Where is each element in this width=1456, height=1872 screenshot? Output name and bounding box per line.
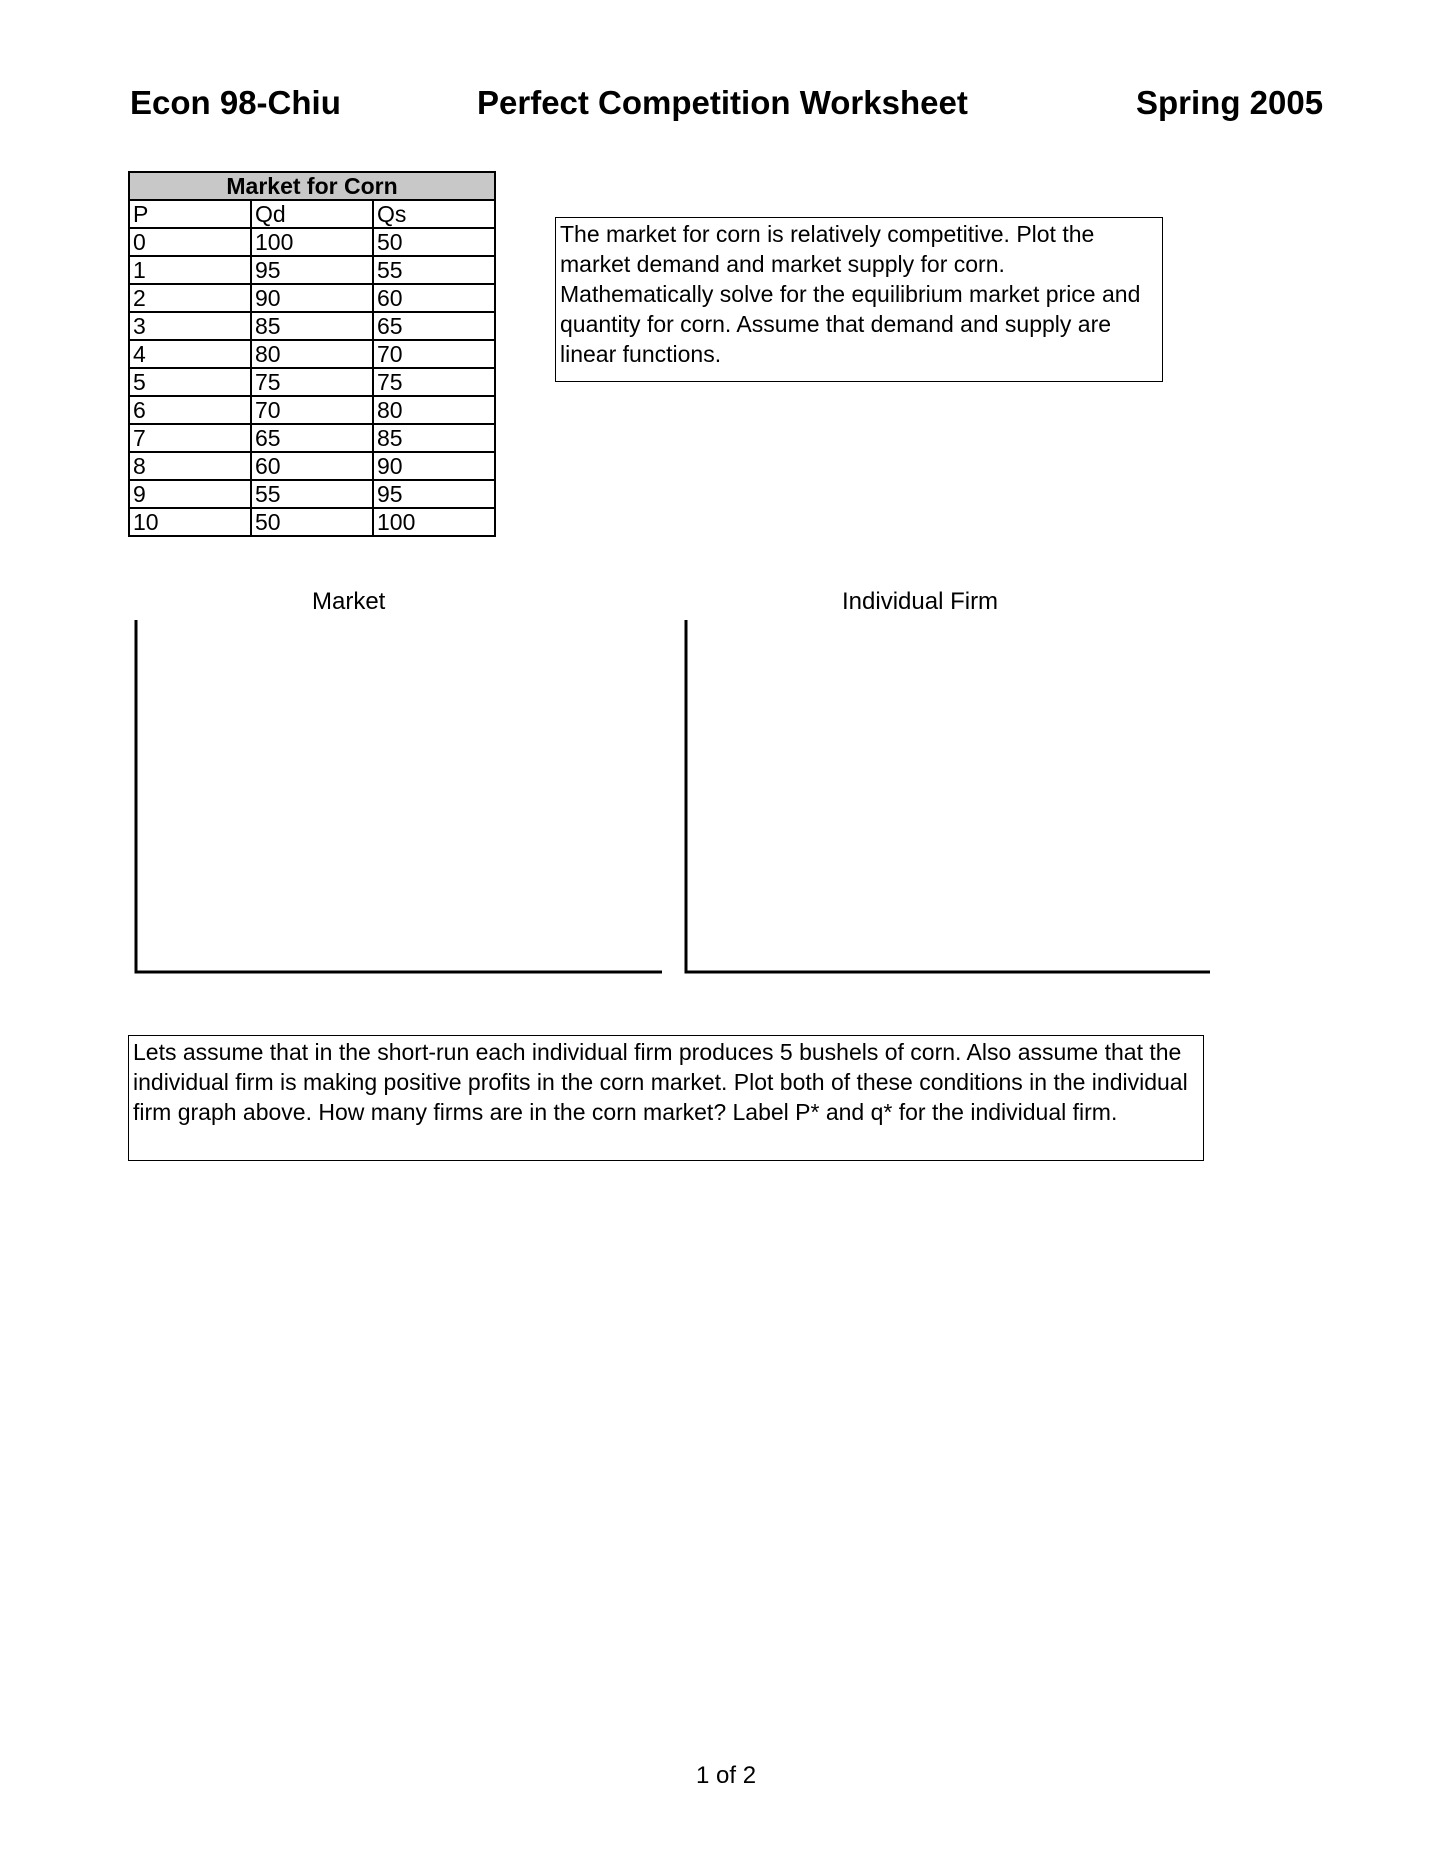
- column-header-qd: Qd: [251, 200, 373, 228]
- header-title: Perfect Competition Worksheet: [477, 84, 968, 121]
- firm-graph-label: Individual Firm: [842, 588, 999, 615]
- table-row: [129, 340, 495, 368]
- table-cell-p: 10: [129, 508, 251, 536]
- table-cell-qs: 65: [373, 312, 495, 340]
- instructions-box-market: The market for corn is relatively competitive. Plot the market demand and market supply for corn. Mathematically solve for the equilibrium market price and quantity for corn. Assume that demand and supply are linear functions.: [555, 217, 1163, 382]
- column-header-p: P: [129, 200, 251, 228]
- table-row: [129, 312, 495, 340]
- market-for-corn-table: [128, 171, 496, 537]
- table-cell-qs: 75: [373, 368, 495, 396]
- table-header-row: [129, 200, 495, 228]
- table-row: [129, 368, 495, 396]
- table-cell-qd: 55: [251, 480, 373, 508]
- market-graph-label: Market: [312, 588, 386, 615]
- table-cell-p: 6: [129, 396, 251, 424]
- column-header-qs: Qs: [373, 200, 495, 228]
- table-title: Market for Corn: [129, 172, 495, 200]
- table-cell-qs: 80: [373, 396, 495, 424]
- table-cell-qs: 70: [373, 340, 495, 368]
- table-cell-qd: 85: [251, 312, 373, 340]
- table-cell-qd: 100: [251, 228, 373, 256]
- table-cell-qs: 55: [373, 256, 495, 284]
- table-cell-p: 0: [129, 228, 251, 256]
- table-cell-p: 4: [129, 340, 251, 368]
- table-cell-qs: 60: [373, 284, 495, 312]
- table-cell-qs: 100: [373, 508, 495, 536]
- table-cell-qd: 60: [251, 452, 373, 480]
- table-cell-qd: 50: [251, 508, 373, 536]
- table-cell-p: 3: [129, 312, 251, 340]
- table-cell-qd: 75: [251, 368, 373, 396]
- table-row: [129, 424, 495, 452]
- table-cell-qd: 95: [251, 256, 373, 284]
- table-cell-p: 7: [129, 424, 251, 452]
- table-cell-qs: 50: [373, 228, 495, 256]
- table-cell-qs: 95: [373, 480, 495, 508]
- table-row: [129, 256, 495, 284]
- table-cell-p: 9: [129, 480, 251, 508]
- table-row: [129, 452, 495, 480]
- table-cell-qd: 70: [251, 396, 373, 424]
- table-row: [129, 480, 495, 508]
- table-cell-qd: 80: [251, 340, 373, 368]
- table-cell-qs: 85: [373, 424, 495, 452]
- table-cell-p: 8: [129, 452, 251, 480]
- market-graph-axes: [130, 620, 670, 980]
- instructions-box-firm: Lets assume that in the short-run each individual firm produces 5 bushels of corn. Also assume that the individual firm is making positive profits in the corn market. Plot both of these conditions in the individual firm graph above. How many firms are in the corn market? Label P* and q* for the individual firm.: [128, 1035, 1204, 1161]
- table-cell-qd: 90: [251, 284, 373, 312]
- table-cell-p: 2: [129, 284, 251, 312]
- table-cell-qs: 90: [373, 452, 495, 480]
- table-cell-qd: 65: [251, 424, 373, 452]
- firm-graph-axes: [680, 620, 1220, 980]
- page-number: 1 of 2: [696, 1762, 757, 1789]
- table-row: [129, 228, 495, 256]
- table-cell-p: 1: [129, 256, 251, 284]
- table-cell-p: 5: [129, 368, 251, 396]
- table-row: [129, 508, 495, 536]
- header-term: Spring 2005: [1136, 84, 1324, 121]
- header-course: Econ 98-Chiu: [130, 84, 341, 121]
- table-row: [129, 396, 495, 424]
- table-row: [129, 284, 495, 312]
